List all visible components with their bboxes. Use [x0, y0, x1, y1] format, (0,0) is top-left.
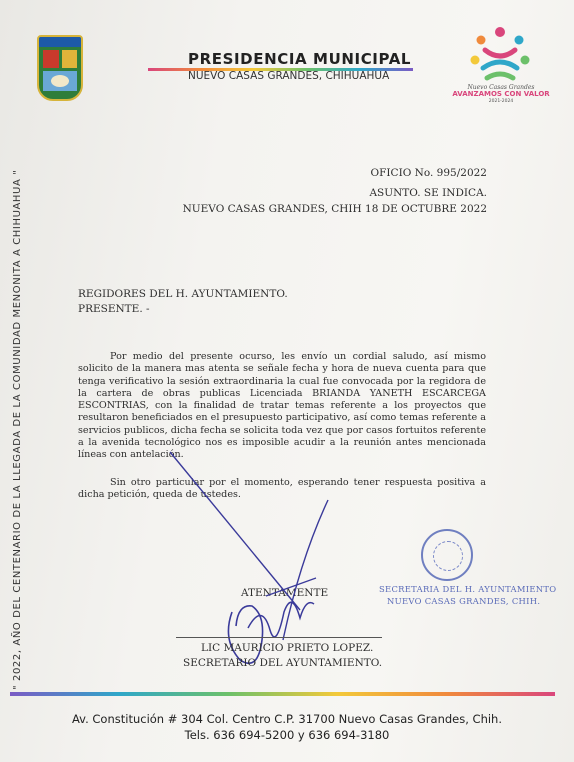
stamp-line-2: NUEVO CASAS GRANDES, CHIH.	[387, 596, 541, 606]
body-paragraph-1-text: Por medio del presente ocurso, les envío un cordial saludo, así mismo solicito de la manera mas atenta se señale fecha y hora de nueva cuenta para que tenga verificativo la sesión extraordinaria la cual fue convocada por la regidora de la cartera de obras publicas Licenciada BRIANDA YANETH ESCARCEGA ESCONTRIAS, con la finalidad de tratar temas referente a los proyectos que resultaron beneficiados en el presupuesto participativo, así como temas referente a servicios publicos, dicha fecha se solicita toda vez que por casos fortuitos referente a la avenida tecnológico nos es imposible acudir a la reunión antes mencionada líneas con antelación.	[78, 351, 486, 461]
header-subtitle: NUEVO CASAS GRANDES, CHIHUAHUA	[188, 70, 390, 82]
official-seal-stamp	[421, 529, 473, 581]
signature-line	[176, 637, 382, 638]
crest-quarter-gold	[62, 50, 77, 68]
crest-quarter-red	[43, 50, 59, 68]
place-date-line: NUEVO CASAS GRANDES, CHIH 18 DE OCTUBRE 2022	[182, 203, 487, 215]
footer-address: Av. Constitución # 304 Col. Centro C.P. 31700 Nuevo Casas Grandes, Chih.	[71, 712, 502, 726]
signer-role: SECRETARIO DEL AYUNTAMIENTO.	[183, 657, 383, 669]
crest-band	[39, 37, 81, 47]
crest-emblem	[51, 75, 69, 87]
body-paragraph-1	[78, 351, 486, 462]
municipal-crest-logo	[37, 35, 83, 101]
footer-color-rule	[10, 692, 555, 696]
body-paragraph-2	[78, 477, 486, 502]
recipient-line: REGIDORES DEL H. AYUNTAMIENTO.	[78, 288, 288, 300]
header-title: PRESIDENCIA MUNICIPAL	[188, 50, 412, 68]
vertical-commemorative-text: " 2022, AÑO DEL CENTENARIO DE LA LLEGADA DE LA COMUNIDAD MENONITA A CHIHUAHUA "	[12, 169, 23, 690]
body-paragraph-2-text: Sin otro particular por el momento, esperando tener respuesta positiva a dicha petición, queda de ustedes.	[78, 477, 486, 501]
signer-name: LIC MAURICIO PRIETO LOPEZ.	[201, 642, 374, 654]
presente-line: PRESENTE. -	[78, 303, 150, 315]
atentamente-label: ATENTAMENTE	[241, 587, 329, 599]
footer-phones: Tels. 636 694-5200 y 636 694-3180	[184, 728, 390, 742]
asunto-line: ASUNTO. SE INDICA.	[369, 187, 487, 199]
logo-script-text: Nuevo Casas Grandes	[467, 84, 535, 91]
logo-years: 2021-2024	[488, 99, 514, 104]
stamp-line-1: SECRETARIA DEL H. AYUNTAMIENTO	[379, 584, 557, 594]
logo-slogan: AVANZAMOS CON VALOR	[452, 90, 550, 98]
oficio-number: OFICIO No. 995/2022	[370, 167, 487, 179]
